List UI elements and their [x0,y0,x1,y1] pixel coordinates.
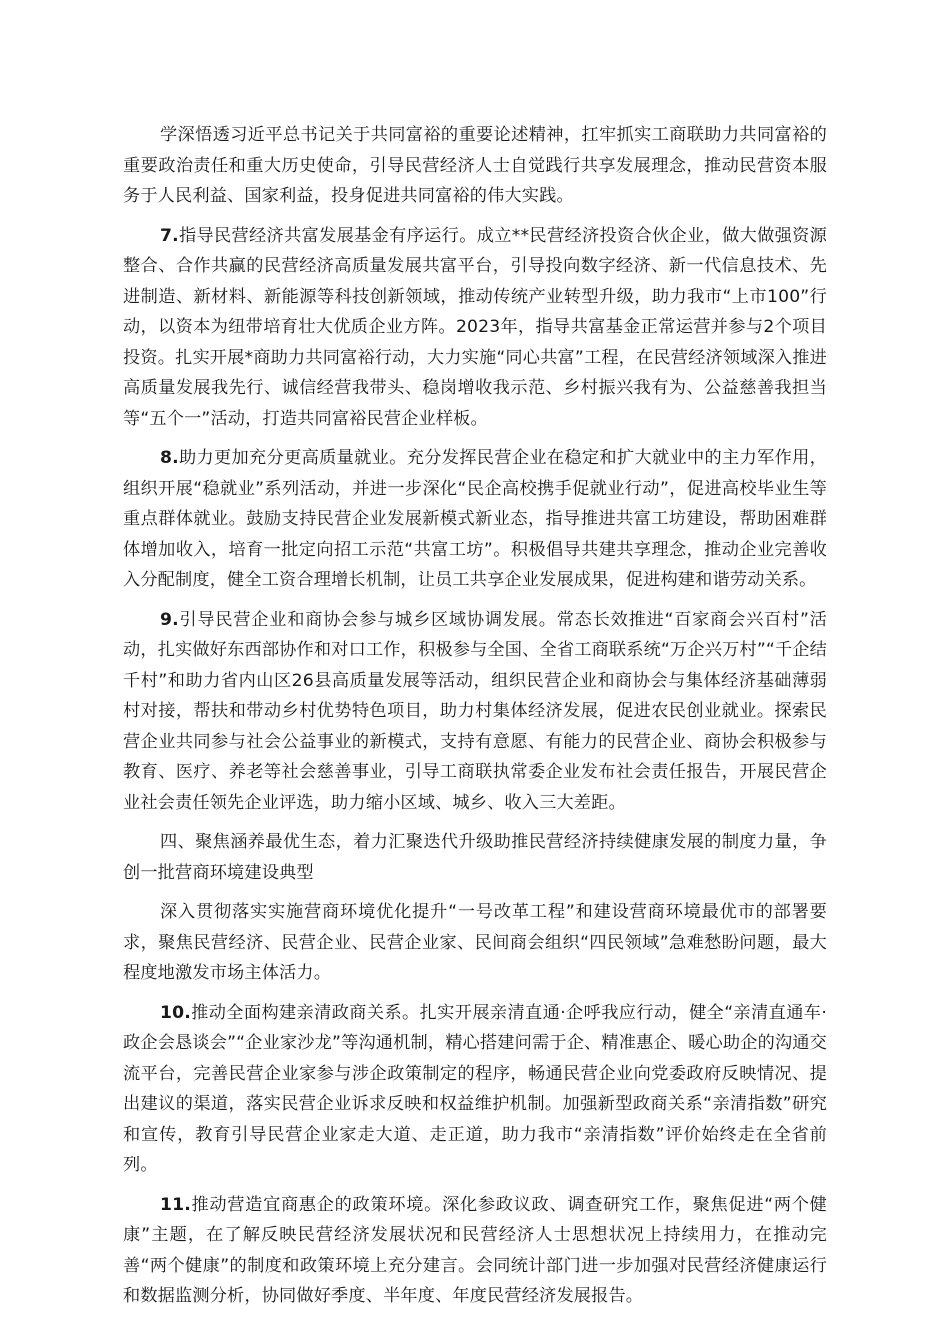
item-heading: 推动全面构建亲清政商关系。 [190,1002,420,1023]
paragraph-body: 扎实开展亲清直通·企呼我应行动，健全“亲清直通车·政企会恳谈会”“企业家沙龙”等沟通机制，精心搭建问需于企、精准惠企、暖心助企的沟通交流平台，完善民营企业家参与涉企政策制定的程序，畅通民营企业向党委政府反映情况、提出建议的渠道，落实民营企业诉求反映和权益维护机制。加强新型政商关系“亲清指数”研究和宣传，教育引导民营企业家走大道、走正道，助力我市“亲清指数”评价始终走在全省前列。 [123,1002,827,1175]
item-number: 8. [160,448,179,468]
item-number: 7. [160,225,179,246]
paragraph-intro [123,120,827,212]
item-number: 10. [160,1002,191,1023]
paragraph-body: 引导民营企业和商协会参与城乡区域协调发展。常态长效推进“百家商会兴百村”活动，扎实做好东西部协作和对口工作，积极参与全国、全省工商联系统“万企兴万村”“千企结千村”和助力省内山区26县高质量发展等活动，组织民营企业和商协会与集体经济基础薄弱村对接，帮扶和带动乡村优势特色项目，助力村集体经济发展，促进农民创业就业。探索民营企业共同参与社会公益事业的新模式，支持有意愿、有能力的民营企业、商协会积极参与教育、医疗、养老等社会慈善事业，引导工商联执常委企业发布社会责任报告，开展民营企业社会责任领先企业评选，助力缩小区域、城乡、收入三大差距。 [123,609,827,813]
paragraph-item-9 [123,605,827,819]
paragraph-body: 助力更加充分更高质量就业。充分发挥民营企业在稳定和扩大就业中的主力军作用，组织开展“稳就业”系列活动，并进一步深化“民企高校携手促就业行动”，促进高校毕业生等重点群体就业。鼓励支持民营企业发展新模式新业态，指导推进共富工坊建设，帮助困难群体增加收入，培育一批定向招工示范“共富工坊”。积极倡导共建共享理念，推动企业完善收入分配制度，健全工资合理增长机制，让员工共享企业发展成果，促进构建和谐劳动关系。 [123,448,827,590]
paragraph-body: 深化参政议政、调查研究工作，聚焦促进“两个健康”主题，在了解反映民营经济发展状况和民营经济人士思想状况上持续用力，在推动完善“两个健康”的制度和政策环境上充分建言。会同统计部门进一步加强对民营经济健康运行和数据监测分析，协同做好季度、半年度、年度民营经济发展报告。 [123,1194,827,1306]
paragraph-item-8 [123,443,827,596]
item-number: 11. [160,1194,191,1215]
paragraph-item-11 [123,1190,827,1312]
paragraph-item-10 [123,998,827,1181]
section-heading-4 [123,827,827,888]
item-heading: 推动营造宜商惠企的政策环境。 [190,1194,443,1215]
paragraph-body: 深入贯彻落实实施营商环境优化提升“一号改革工程”和建设营商环境最优市的部署要求，聚焦民营经济、民营企业、民营企业家、民间商会组织“四民领域”急难愁盼问题，最大程度地激发市场主体活力。 [123,902,827,983]
paragraph-body: 学深悟透习近平总书记关于共同富裕的重要论述精神，扛牢抓实工商联助力共同富裕的重要政治责任和重大历史使命，引导民营经济人士自觉践行共享发展理念，推动民营资本服务于人民利益、国家利益，投身促进共同富裕的伟大实践。 [123,125,827,206]
item-number: 9. [160,609,179,630]
paragraph-section-intro [123,897,827,989]
paragraph-item-7 [123,221,827,435]
paragraph-body: 指导民营经济共富发展基金有序运行。成立**民营经济投资合伙企业，做大做强资源整合、合作共赢的民营经济高质量发展共富平台，引导投向数字经济、新一代信息技术、先进制造、新材料、新能源等科技创新领域，推动传统产业转型升级，助力我市“上市100”行动，以资本为纽带培育壮大优质企业方阵。2023年，指导共富基金正常运营并参与2个项目投资。扎实开展*商助力共同富裕行动，大力实施“同心共富”工程，在民营经济领域深入推进高质量发展我先行、诚信经营我带头、稳岗增收我示范、乡村振兴我有为、公益慈善我担当等“五个一”活动，打造共同富裕民营企业样板。 [123,225,827,429]
section-heading-text: 四、聚焦涵养最优生态，着力汇聚迭代升级助推民营经济持续健康发展的制度力量，争创一批营商环境建设典型 [123,832,827,883]
